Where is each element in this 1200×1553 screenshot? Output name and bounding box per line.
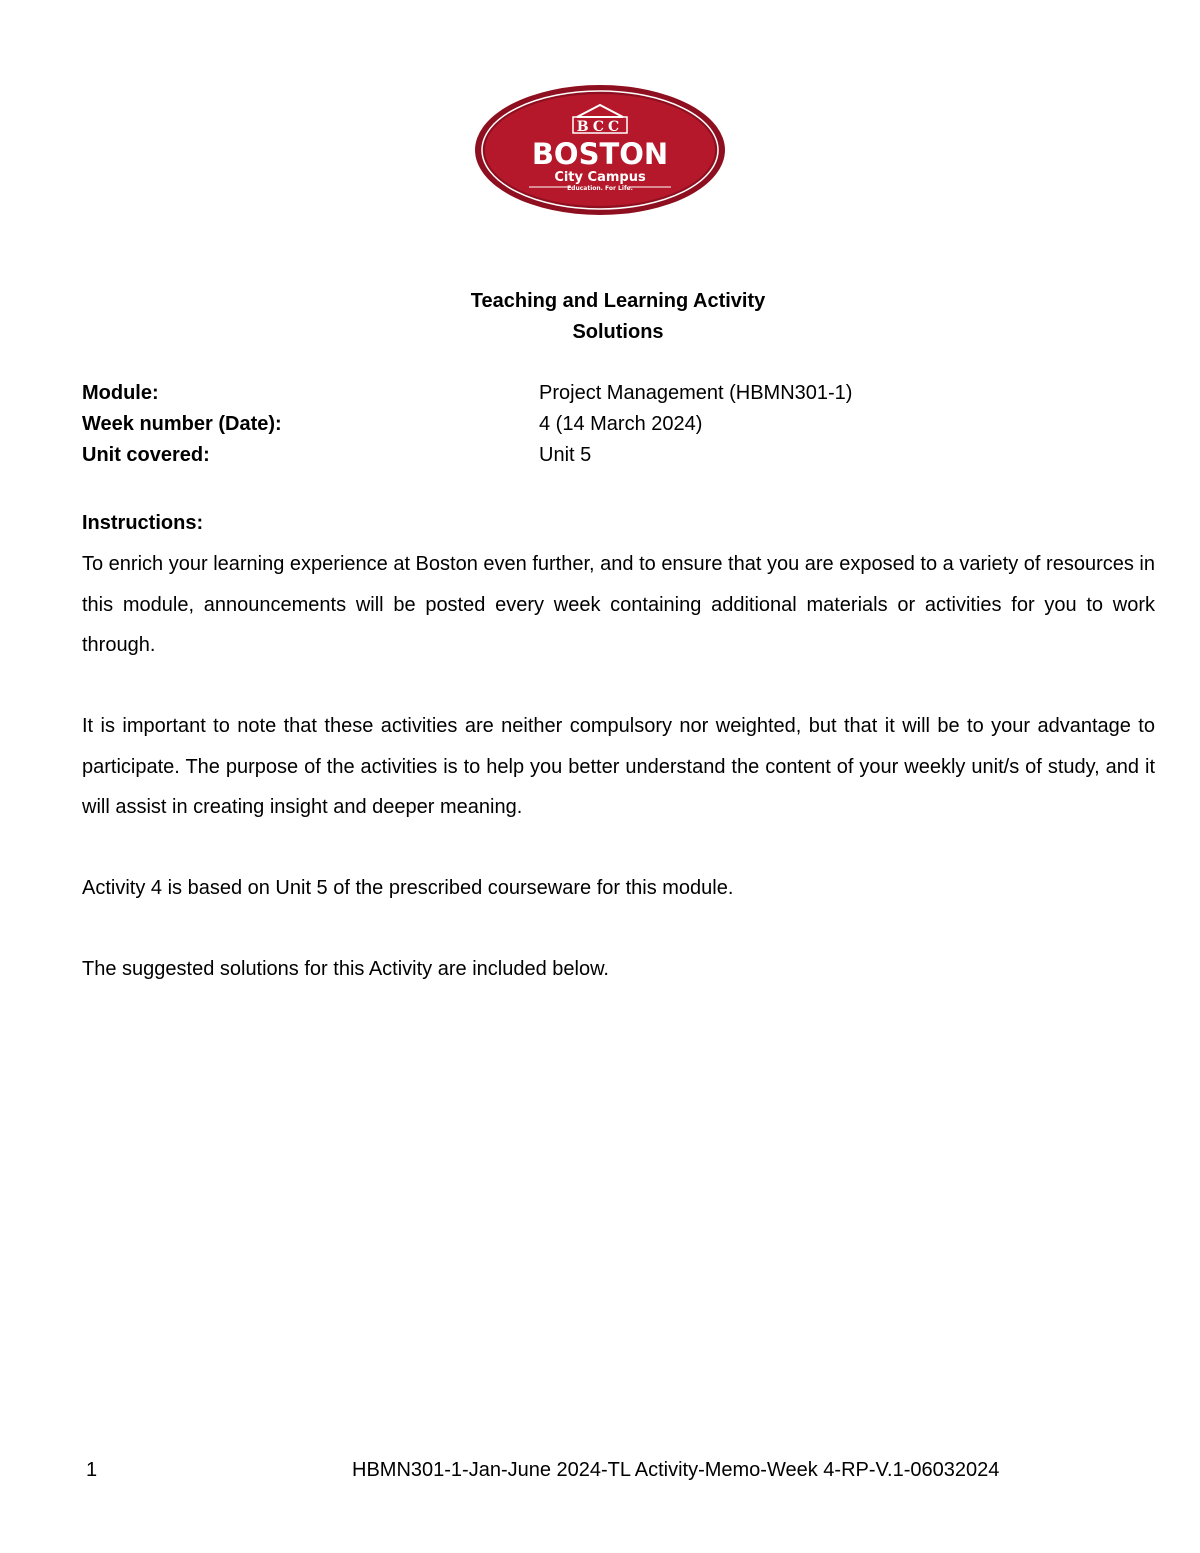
instructions-heading: Instructions: [82,512,204,534]
page-number: 1 [86,1459,98,1481]
week-value: 4 (14 March 2024) [539,413,703,435]
unit-label: Unit covered: [82,444,210,466]
document-title [0,286,1200,348]
instructions-paragraph-4: The suggested solutions for this Activity are included below. [82,958,609,980]
document-reference: HBMN301-1-Jan-June 2024-TL Activity-Memo-Week 4-RP-V.1-06032024 [352,1459,1000,1481]
instructions-paragraph-2: It is important to note that these activities are neither compulsory nor weighted, but that it will be to your advantage to participate. The purpose of the activities is to help you better understand the content of your weekly unit/s of study, and it will assist in creating insight and deeper meaning. [82,715,1155,818]
module-row [82,378,1162,409]
title-line-1: Teaching and Learning Activity [470,290,766,312]
boston-city-campus-logo [473,83,727,217]
logo-name: BOSTON [531,137,669,171]
logo-monogram: BCC [576,119,624,135]
instructions-paragraph-1: To enrich your learning experience at Boston even further, and to ensure that you are exposed to a variety of resources in this module, announcements will be posted every week containing additional materials or activities for you to work through. [82,553,1155,656]
week-row [82,409,1162,440]
instructions-paragraph-3: Activity 4 is based on Unit 5 of the prescribed courseware for this module. [82,877,734,899]
logo-tagline: Education. For Life. [567,185,633,192]
logo-subtitle: City Campus [554,170,646,185]
week-label: Week number (Date): [82,413,282,435]
logo-graphic [473,83,727,217]
module-value: Project Management (HBMN301-1) [539,382,853,404]
unit-value: Unit 5 [539,444,592,466]
unit-row [82,440,1162,471]
module-details [82,378,1162,471]
module-label: Module: [82,382,159,404]
title-line-2: Solutions [572,321,664,343]
